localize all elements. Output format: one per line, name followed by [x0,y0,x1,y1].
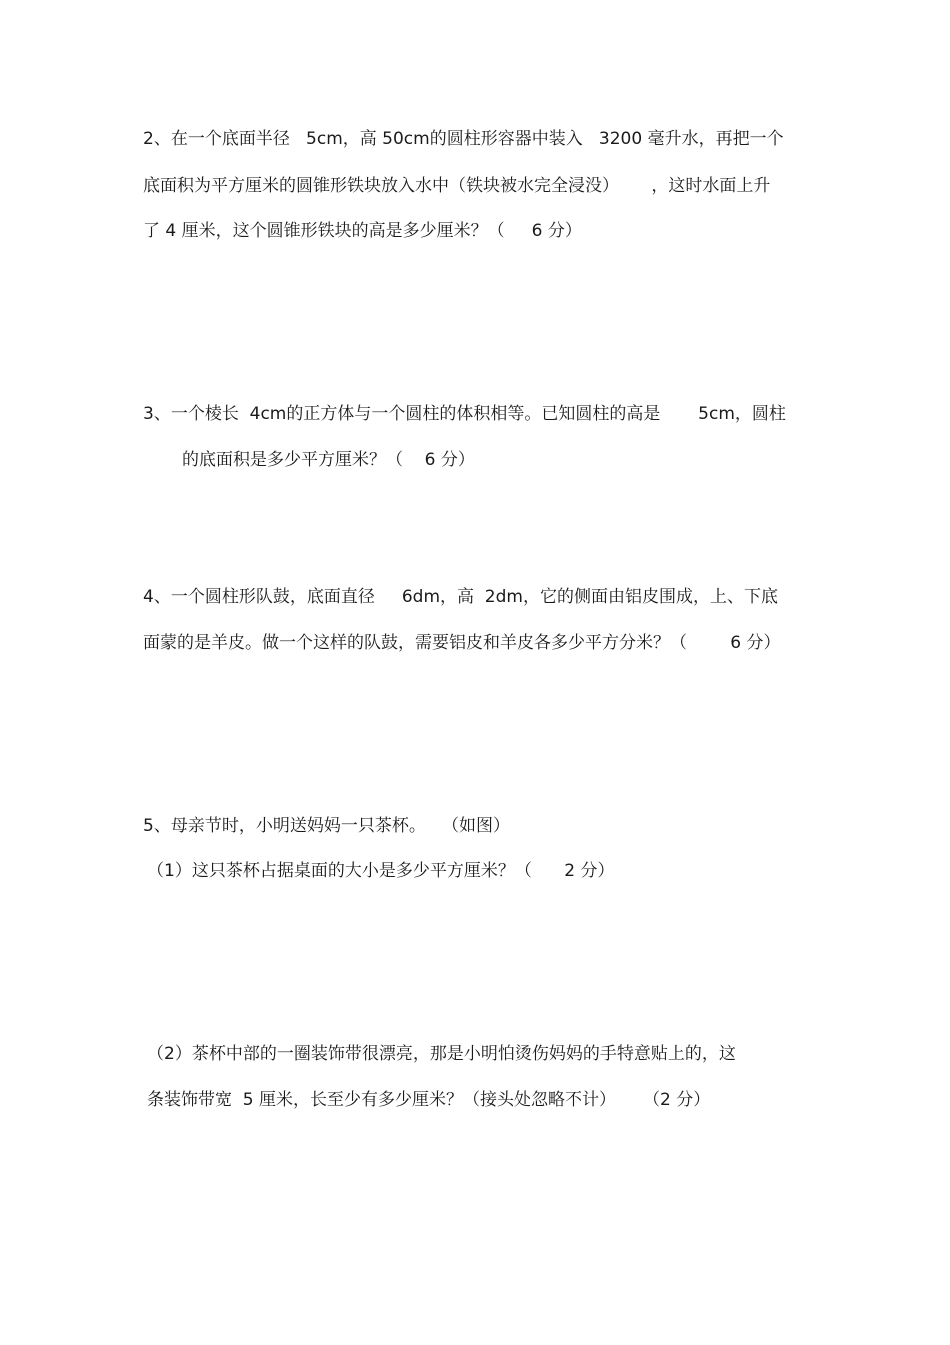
question-5-sub-2-line-2: 条装饰带宽 5 厘米，长至少有多少厘米？（接头处忽略不计） （2 分） [147,1090,711,1110]
question-3-line-2: 的底面积是多少平方厘米？（ 6 分） [182,450,475,470]
question-5-line-1: 5、母亲节时，小明送妈妈一只茶杯。 （如图） [143,816,511,836]
question-4-line-2: 面蒙的是羊皮。做一个这样的队鼓，需要铝皮和羊皮各多少平方分米？（ 6 分） [143,633,781,653]
question-5-sub-2-line-1: （2）茶杯中部的一圈装饰带很漂亮，那是小明怕烫伤妈妈的手特意贴上的，这 [147,1044,736,1064]
question-2-line-3: 了 4 厘米，这个圆锥形铁块的高是多少厘米？（ 6 分） [143,221,582,241]
question-2-line-2: 底面积为平方厘米的圆锥形铁块放入水中（铁块被水完全浸没） ，这时水面上升 [143,176,771,196]
question-3-line-1: 3、一个棱长 4cm的正方体与一个圆柱的体积相等。已知圆柱的高是 5cm，圆柱 [143,404,786,424]
question-4-line-1: 4、一个圆柱形队鼓，底面直径 6dm，高 2dm，它的侧面由铝皮围成，上、下底 [143,587,778,607]
question-2-line-1: 2、在一个底面半径 5cm，高 50cm的圆柱形容器中装入 3200 毫升水，再把一个 [143,129,784,149]
question-5-sub-1: （1）这只茶杯占据桌面的大小是多少平方厘米？（ 2 分） [147,861,615,881]
